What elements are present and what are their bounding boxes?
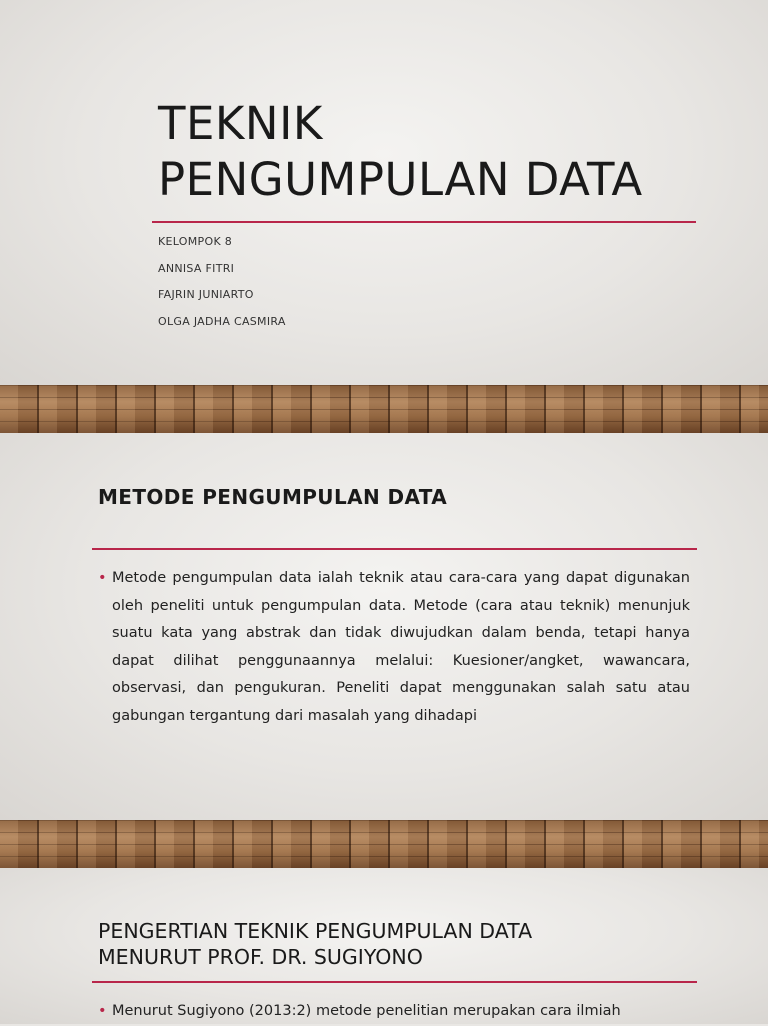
subtitle-item: KELOMPOK 8 — [158, 235, 233, 248]
bullet-text: Metode pengumpulan data ialah teknik atau cara-cara yang dapat digunakan oleh peneliti untuk pengumpulan data. Metode (cara atau teknik) menunjuk suatu kata yang abstrak dan tidak diwujudkan dalam benda, tetapi hanya dapat dilihat penggunaannya melalui: Kuesioner/angket, wawancara, observasi, dan pengukuran. Peneliti dapat menggunakan salah satu atau gabungan tergantung dari masalah yang dihadapi — [112, 570, 690, 724]
bullet-text: Menurut Sugiyono (2013:2) metode penelitian merupakan cara ilmiah — [112, 1003, 621, 1019]
slide-1 — [0, 0, 768, 385]
heading-line-2: MENURUT PROF. DR. SUGIYONO — [98, 945, 423, 969]
wood-floor-divider — [0, 820, 768, 868]
title-line-1: TEKNIK — [158, 97, 323, 150]
subtitle-list — [158, 229, 286, 335]
slide-heading: METODE PENGUMPULAN DATA — [98, 485, 448, 509]
bullet-marker: • — [98, 570, 107, 586]
slide-heading — [98, 918, 698, 970]
subtitle-item: OLGA JADHA CASMIRA — [158, 314, 286, 328]
wood-floor-divider — [0, 385, 768, 433]
bullet-list — [98, 998, 690, 1026]
slide-title — [158, 96, 643, 208]
bullet-item — [98, 998, 690, 1026]
heading-divider — [92, 548, 697, 550]
subtitle-item: FAJRIN JUNIARTO — [158, 288, 254, 302]
heading-line-1: PENGERTIAN TEKNIK PENGUMPULAN DATA — [98, 919, 533, 943]
subtitle-item: ANNISA FITRI — [158, 261, 235, 275]
title-line-2: PENGUMPULAN DATA — [158, 153, 643, 206]
bullet-marker: • — [98, 1003, 107, 1019]
title-divider — [152, 221, 696, 223]
heading-divider — [92, 981, 697, 983]
bullet-list — [98, 565, 690, 731]
bullet-item — [98, 565, 690, 731]
